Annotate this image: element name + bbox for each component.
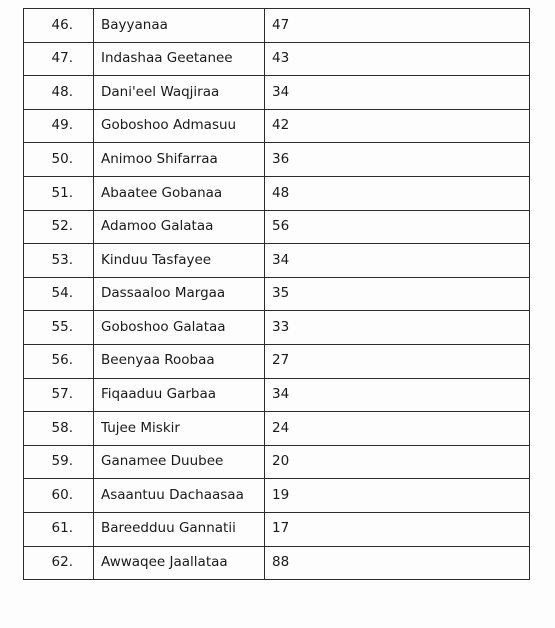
row-value: 36 bbox=[265, 143, 530, 177]
person-name: Bayyanaa bbox=[94, 9, 265, 43]
row-number: 49. bbox=[24, 109, 94, 143]
row-number: 59. bbox=[24, 445, 94, 479]
row-value: 47 bbox=[265, 9, 530, 43]
person-name: Dassaaloo Margaa bbox=[94, 277, 265, 311]
row-value: 88 bbox=[265, 546, 530, 580]
row-number: 46. bbox=[24, 9, 94, 43]
table-row bbox=[24, 479, 530, 513]
table-row bbox=[24, 143, 530, 177]
table-row bbox=[24, 244, 530, 278]
row-number: 61. bbox=[24, 512, 94, 546]
row-value: 19 bbox=[265, 479, 530, 513]
row-number: 55. bbox=[24, 311, 94, 345]
row-number: 53. bbox=[24, 244, 94, 278]
person-name: Kinduu Tasfayee bbox=[94, 244, 265, 278]
row-value: 56 bbox=[265, 210, 530, 244]
row-number: 56. bbox=[24, 344, 94, 378]
row-value: 42 bbox=[265, 109, 530, 143]
table-row bbox=[24, 176, 530, 210]
person-name: Bareedduu Gannatii bbox=[94, 512, 265, 546]
row-number: 47. bbox=[24, 42, 94, 76]
table-row bbox=[24, 9, 530, 43]
person-name: Animoo Shifarraa bbox=[94, 143, 265, 177]
person-name: Abaatee Gobanaa bbox=[94, 176, 265, 210]
person-name: Adamoo Galataa bbox=[94, 210, 265, 244]
row-number: 51. bbox=[24, 176, 94, 210]
person-name: Awwaqee Jaallataa bbox=[94, 546, 265, 580]
table-row bbox=[24, 210, 530, 244]
table-row bbox=[24, 277, 530, 311]
row-value: 34 bbox=[265, 76, 530, 110]
row-value: 17 bbox=[265, 512, 530, 546]
person-name: Fiqaaduu Garbaa bbox=[94, 378, 265, 412]
person-name: Goboshoo Admasuu bbox=[94, 109, 265, 143]
table-row bbox=[24, 546, 530, 580]
table-row bbox=[24, 42, 530, 76]
row-value: 33 bbox=[265, 311, 530, 345]
row-number: 57. bbox=[24, 378, 94, 412]
row-value: 27 bbox=[265, 344, 530, 378]
row-number: 48. bbox=[24, 76, 94, 110]
person-name: Ganamee Duubee bbox=[94, 445, 265, 479]
row-number: 62. bbox=[24, 546, 94, 580]
person-name: Indashaa Geetanee bbox=[94, 42, 265, 76]
row-value: 20 bbox=[265, 445, 530, 479]
table-row bbox=[24, 378, 530, 412]
table-row bbox=[24, 344, 530, 378]
row-value: 34 bbox=[265, 378, 530, 412]
row-number: 54. bbox=[24, 277, 94, 311]
person-name: Asaantuu Dachaasaa bbox=[94, 479, 265, 513]
row-value: 24 bbox=[265, 412, 530, 446]
row-value: 35 bbox=[265, 277, 530, 311]
person-name: Dani'eel Waqjiraa bbox=[94, 76, 265, 110]
table-row bbox=[24, 76, 530, 110]
table-row bbox=[24, 109, 530, 143]
row-number: 50. bbox=[24, 143, 94, 177]
row-number: 60. bbox=[24, 479, 94, 513]
row-value: 48 bbox=[265, 176, 530, 210]
row-value: 34 bbox=[265, 244, 530, 278]
roster-table bbox=[23, 8, 530, 580]
row-number: 52. bbox=[24, 210, 94, 244]
table-row bbox=[24, 445, 530, 479]
row-value: 43 bbox=[265, 42, 530, 76]
row-number: 58. bbox=[24, 412, 94, 446]
person-name: Goboshoo Galataa bbox=[94, 311, 265, 345]
table-row bbox=[24, 512, 530, 546]
person-name: Beenyaa Roobaa bbox=[94, 344, 265, 378]
table-row bbox=[24, 412, 530, 446]
table-row bbox=[24, 311, 530, 345]
person-name: Tujee Miskir bbox=[94, 412, 265, 446]
